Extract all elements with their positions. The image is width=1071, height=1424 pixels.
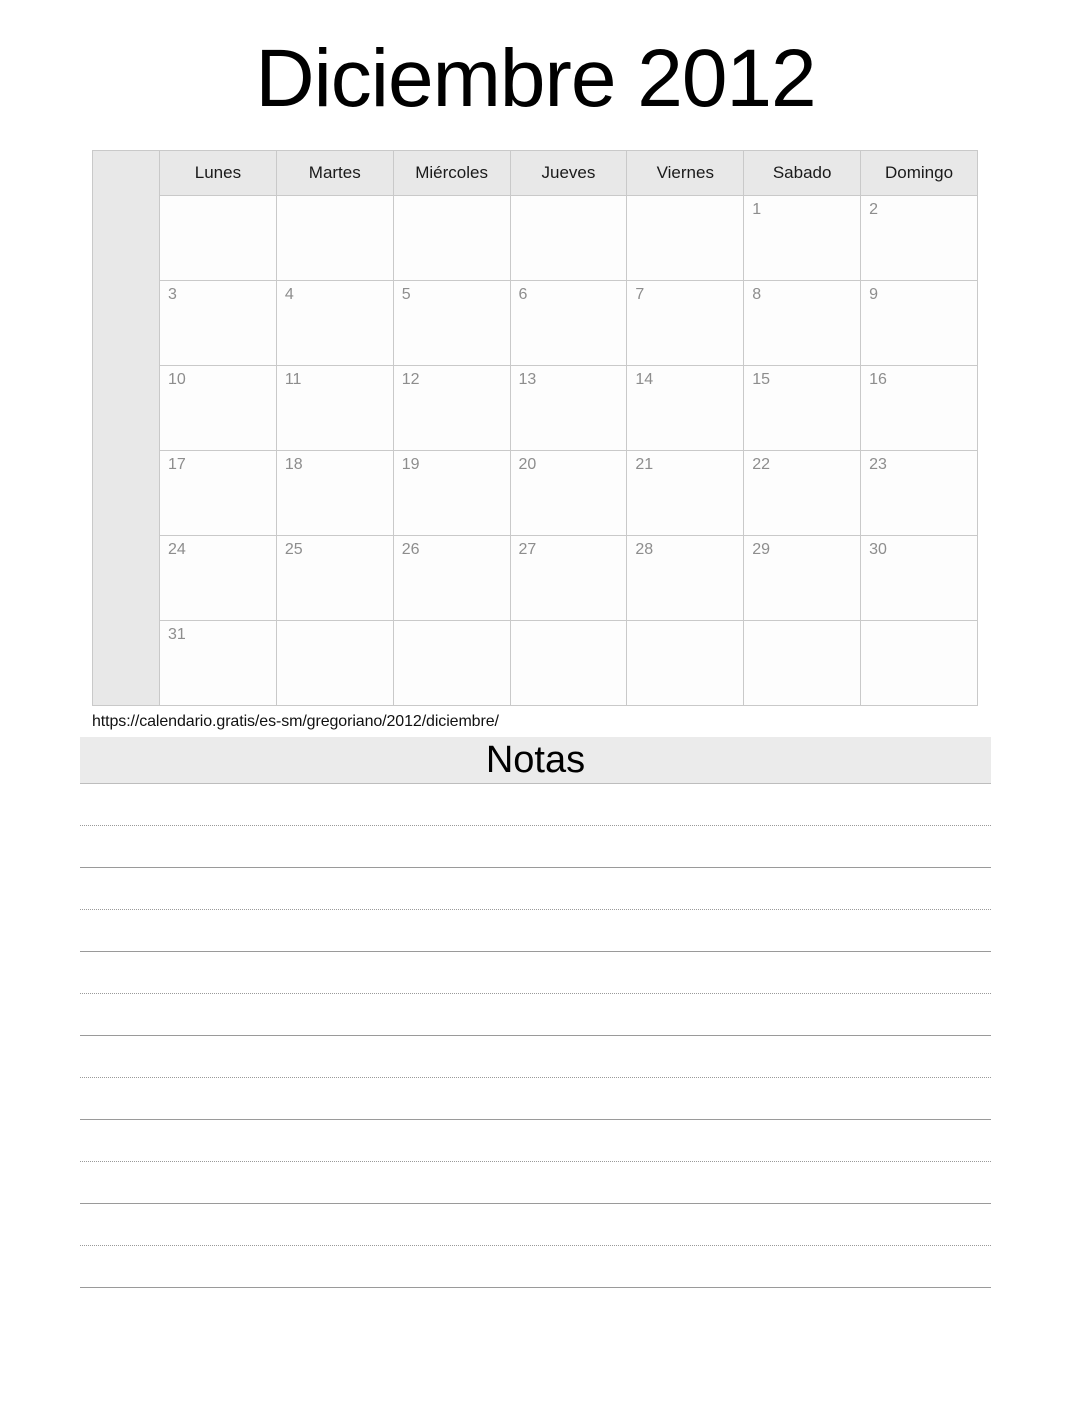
day-number: 20 xyxy=(518,456,537,473)
day-cell xyxy=(510,366,627,451)
day-cell xyxy=(393,451,510,536)
calendar-week-row xyxy=(93,451,978,536)
day-cell xyxy=(160,451,277,536)
day-number: 13 xyxy=(518,371,537,388)
day-cell xyxy=(160,536,277,621)
day-number: 15 xyxy=(752,371,771,388)
day-cell xyxy=(744,536,861,621)
day-cell xyxy=(393,281,510,366)
day-number: 26 xyxy=(401,541,420,558)
day-number: 5 xyxy=(401,286,411,303)
day-number: 18 xyxy=(284,456,303,473)
note-line[interactable] xyxy=(80,784,991,826)
day-number: 1 xyxy=(752,201,762,218)
day-cell xyxy=(627,366,744,451)
note-line[interactable] xyxy=(80,868,991,910)
day-number xyxy=(394,621,510,627)
note-line[interactable] xyxy=(80,1162,991,1204)
note-line[interactable] xyxy=(80,952,991,994)
day-number: 3 xyxy=(168,286,177,303)
day-cell xyxy=(627,196,744,281)
day-cell xyxy=(861,621,978,706)
calendar-week-row xyxy=(93,196,978,281)
day-number xyxy=(277,621,393,627)
day-number xyxy=(627,621,743,627)
day-cell xyxy=(510,536,627,621)
calendar-body xyxy=(93,151,978,706)
day-cell xyxy=(744,366,861,451)
day-number: 31 xyxy=(168,626,186,643)
day-cell xyxy=(744,451,861,536)
day-cell xyxy=(861,196,978,281)
day-cell xyxy=(276,451,393,536)
day-number: 17 xyxy=(168,456,186,473)
day-number: 14 xyxy=(635,371,654,388)
day-cell xyxy=(276,196,393,281)
day-cell xyxy=(861,281,978,366)
day-cell xyxy=(510,451,627,536)
day-cell xyxy=(744,196,861,281)
note-line[interactable] xyxy=(80,826,991,868)
day-number xyxy=(511,621,627,627)
calendar-table xyxy=(92,150,978,706)
calendar-left-gutter xyxy=(93,151,160,706)
day-number: 8 xyxy=(752,286,762,303)
day-cell xyxy=(510,621,627,706)
weekday-header-lunes: Lunes xyxy=(160,151,277,196)
day-number: 25 xyxy=(284,541,303,558)
calendar-week-row xyxy=(93,621,978,706)
day-cell xyxy=(393,366,510,451)
day-number: 11 xyxy=(284,371,302,388)
day-cell xyxy=(510,196,627,281)
day-cell xyxy=(744,281,861,366)
day-cell xyxy=(276,281,393,366)
weekday-header-viernes: Viernes xyxy=(627,151,744,196)
day-cell xyxy=(160,196,277,281)
weekday-header-miercoles: Miércoles xyxy=(393,151,510,196)
day-cell xyxy=(510,281,627,366)
day-number xyxy=(861,621,977,627)
day-number: 2 xyxy=(869,201,878,218)
day-cell xyxy=(393,621,510,706)
note-line[interactable] xyxy=(80,1120,991,1162)
day-cell xyxy=(861,536,978,621)
day-number xyxy=(511,196,627,202)
day-number: 23 xyxy=(869,456,887,473)
day-number: 7 xyxy=(635,286,645,303)
weekday-header-martes: Martes xyxy=(276,151,393,196)
note-line[interactable] xyxy=(80,994,991,1036)
day-cell xyxy=(744,621,861,706)
day-cell xyxy=(861,451,978,536)
day-cell xyxy=(160,366,277,451)
day-number xyxy=(277,196,393,202)
calendar-header-row xyxy=(93,151,978,196)
day-number: 22 xyxy=(752,456,771,473)
day-number: 12 xyxy=(401,371,420,388)
day-number xyxy=(160,196,276,202)
day-cell xyxy=(160,621,277,706)
day-cell xyxy=(276,621,393,706)
day-number xyxy=(744,621,860,627)
day-cell xyxy=(393,196,510,281)
day-number: 24 xyxy=(168,541,186,558)
day-number: 21 xyxy=(635,456,654,473)
day-number: 28 xyxy=(635,541,654,558)
day-number: 30 xyxy=(869,541,887,558)
day-cell xyxy=(861,366,978,451)
day-number: 29 xyxy=(752,541,771,558)
notes-lines xyxy=(80,784,991,1288)
weekday-header-jueves: Jueves xyxy=(510,151,627,196)
note-line[interactable] xyxy=(80,1036,991,1078)
day-number: 16 xyxy=(869,371,887,388)
note-line[interactable] xyxy=(80,910,991,952)
calendar-week-row xyxy=(93,536,978,621)
notes-section xyxy=(0,731,1071,1288)
calendar-week-row xyxy=(93,366,978,451)
day-number: 19 xyxy=(401,456,420,473)
day-cell xyxy=(276,366,393,451)
day-cell xyxy=(627,451,744,536)
day-cell xyxy=(627,536,744,621)
day-cell xyxy=(393,536,510,621)
day-cell xyxy=(627,621,744,706)
day-cell xyxy=(627,281,744,366)
source-url: https://calendario.gratis/es-sm/gregoriano/2012/diciembre/ xyxy=(92,713,499,730)
weekday-header-domingo: Domingo xyxy=(861,151,978,196)
note-line[interactable] xyxy=(80,1078,991,1120)
calendar-week-row xyxy=(93,281,978,366)
day-number: 10 xyxy=(168,371,186,388)
day-cell xyxy=(276,536,393,621)
notes-heading: Notas xyxy=(80,737,991,784)
day-number: 27 xyxy=(518,541,537,558)
weekday-header-sabado: Sabado xyxy=(744,151,861,196)
calendar-page xyxy=(0,33,1071,1424)
day-number xyxy=(627,196,743,202)
day-cell xyxy=(160,281,277,366)
day-number: 9 xyxy=(869,286,878,303)
day-number: 6 xyxy=(518,286,528,303)
note-line[interactable] xyxy=(80,1204,991,1246)
calendar-container xyxy=(0,150,1071,706)
page-title: Diciembre 2012 xyxy=(255,33,816,124)
day-number xyxy=(394,196,510,202)
day-number: 4 xyxy=(284,286,294,303)
note-line[interactable] xyxy=(80,1246,991,1288)
